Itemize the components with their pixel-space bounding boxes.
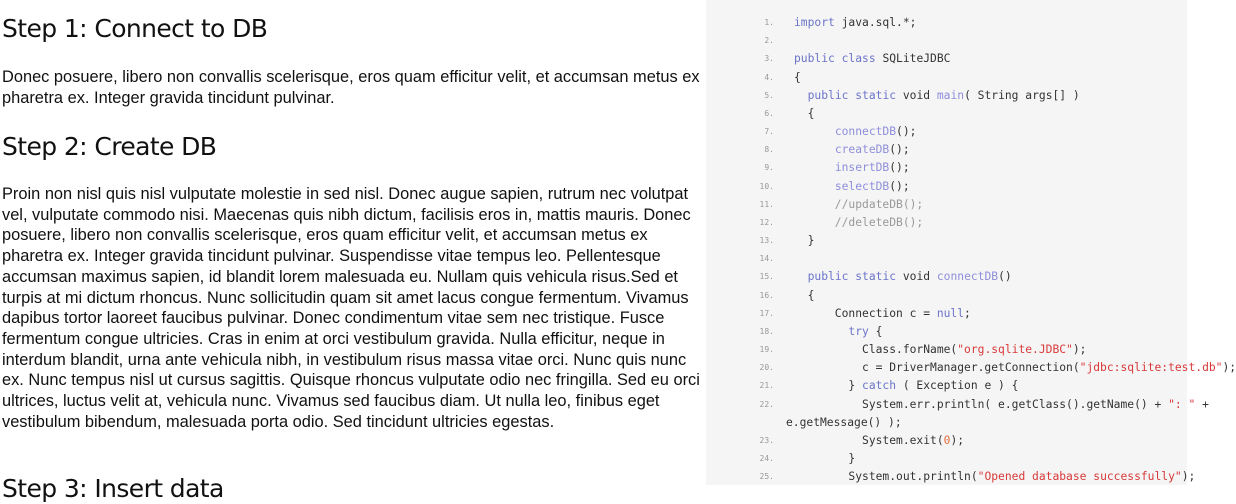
line-number: 5.: [764, 90, 774, 100]
line-number: 7.: [764, 127, 774, 137]
code-text: }: [794, 452, 856, 466]
line-number: 15.: [759, 272, 774, 282]
line-number: 8.: [764, 145, 774, 155]
code-text: //deleteDB();: [794, 215, 924, 229]
code-text: }: [794, 234, 815, 248]
line-number: 14.: [759, 254, 774, 264]
step3-heading: Step 3: Insert data: [2, 474, 224, 503]
line-number: 9.: [764, 163, 774, 173]
code-text: e.getMessage() );: [786, 415, 902, 429]
line-number: 1.: [764, 18, 774, 27]
line-number: 4.: [764, 72, 774, 82]
code-text: Connection c = null;: [794, 306, 971, 320]
line-number: 12.: [759, 217, 774, 227]
code-text: public class SQLiteJDBC: [794, 52, 951, 66]
line-number: 11.: [759, 199, 774, 209]
code-text: public static void main( String args[] ): [807, 88, 1080, 102]
code-text: {: [794, 288, 815, 302]
code-text: {: [794, 70, 801, 84]
line-number: 16.: [759, 290, 774, 300]
code-text: c = DriverManager.getConnection("jdbc:sqlite:test.db");: [794, 361, 1236, 375]
line-number: 17.: [759, 308, 774, 318]
code-text: public static void connectDB(): [807, 270, 1012, 284]
line-number: 19.: [759, 345, 774, 355]
step1-heading: Step 1: Connect to DB: [2, 14, 268, 43]
code-text: insertDB();: [834, 161, 910, 175]
code-text: connectDB();: [834, 125, 917, 139]
line-number: 13.: [759, 236, 774, 246]
code-block: [706, 0, 1236, 485]
line-number: 24.: [759, 454, 774, 464]
line-number: 23.: [759, 435, 774, 445]
line-number: 2.: [764, 36, 774, 46]
line-number: 18.: [759, 326, 774, 336]
code-text: createDB();: [834, 143, 910, 157]
line-number: 21.: [759, 381, 774, 391]
line-number: 10.: [759, 181, 774, 191]
step2-heading: Step 2: Create DB: [2, 132, 217, 161]
code-text: selectDB();: [834, 179, 910, 193]
line-number: 22.: [759, 399, 774, 409]
code-text: //updateDB();: [794, 197, 924, 211]
code-text: import java.sql.*;: [794, 16, 917, 29]
code-text: } catch ( Exception e ) {: [794, 379, 1019, 393]
step2-paragraph: Proin non nisl quis nisl vulputate molestie in sed nisl. Donec augue sapien, rutrum nec volutpat vel, vulputate commodo nisi. Maecenas quis nibh dictum, facilisis eros in, mattis mauris. Donec posuere, libero non convallis scelerisque, eros quam efficitur velit, et accumsan metus ex pharetra ex. Integer gravida tincidunt pulvinar. Suspendisse vitae tempus leo. Pellentesque accumsan maximus sapien, id blandit lorem malesuada eu. Nullam quis vehicula risus.Sed et turpis at mi dictum rhoncus. Nunc sollicitudin quam sit amet lacus congue fermentum. Vivamus dapibus tortor laoreet faucibus pulvinar. Donec condimentum vitae sem nec tristique. Fusce fermentum congue ultricies. Cras in enim at orci vestibulum gravida. Nulla efficitur, neque in interdum blandit, urna ante vehicula nibh, in vestibulum risus massa vitae orci. Nunc quis nunc ex. Nunc tempus nisl ut cursus sagittis. Quisque rhoncus vulputate odio nec fringilla. Sed eu orci ultrices, luctus velit at, vehicula nunc. Vivamus sed faucibus diam. Ut nulla leo, finibus eget vestibulum bibendum, malesuada porta odio. Sed tincidunt ultricies egestas.: [2, 185, 700, 431]
code-text: System.out.println("Opened database successfully");: [794, 470, 1196, 484]
code-text: System.exit(0);: [794, 433, 965, 447]
code-text: System.err.println( e.getClass().getName() + ": " +: [794, 397, 1209, 411]
line-number: 25.: [759, 472, 774, 482]
line-number: 3.: [764, 54, 774, 64]
step1-paragraph: Donec posuere, libero non convallis scelerisque, eros quam efficitur velit, et accumsan metus ex pharetra ex. Integer gravida tincidunt pulvinar.: [2, 68, 700, 107]
code-text: {: [794, 106, 815, 120]
code-text: try {: [848, 324, 883, 338]
line-number: 20.: [759, 363, 774, 373]
code-text: Class.forName("org.sqlite.JDBC");: [794, 343, 1087, 357]
line-number: 6.: [764, 108, 774, 118]
